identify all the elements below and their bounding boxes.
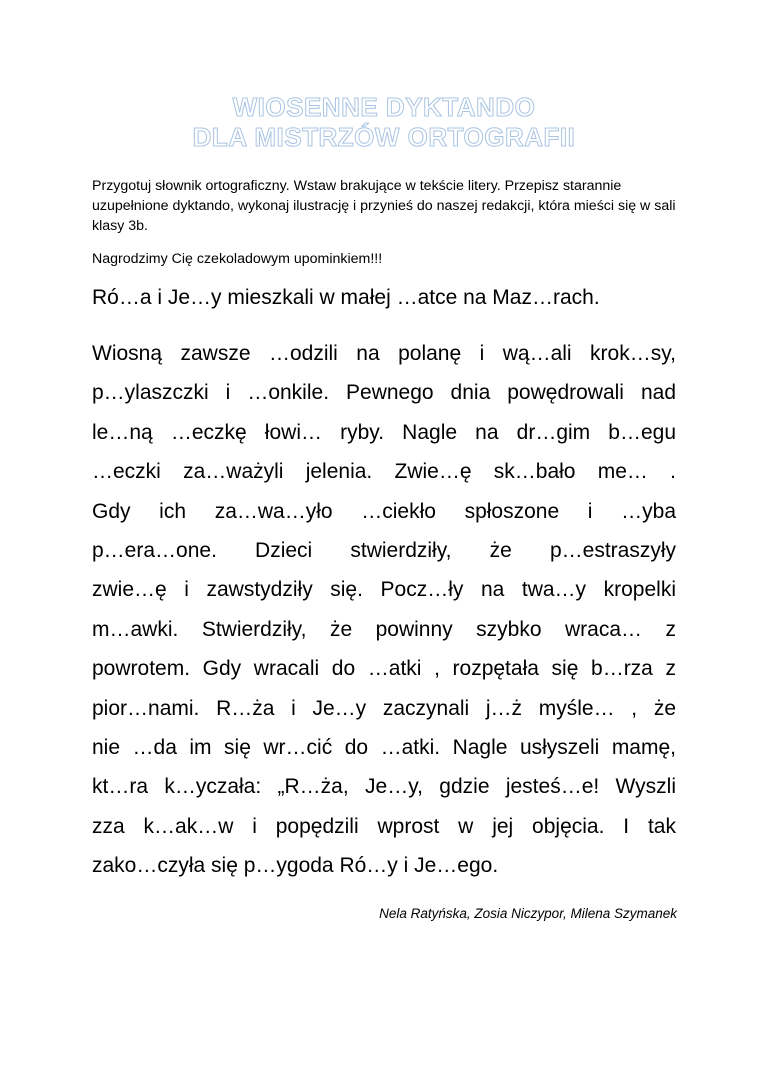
dictation-first-line: Ró…a i Je…y mieszkali w małej …atce na Maz…rach. [92, 286, 600, 309]
authors-signature: Nela Ratyńska, Zosia Niczypor, Milena Szymanek [379, 906, 677, 921]
instructions-paragraph: Przygotuj słownik ortograficzny. Wstaw brakujące w tekście litery. Przepisz starannie uzupełnione dyktando, wykonaj ilustrację i przynieś do naszej redakcji, która mieści się w sali klasy 3b. [92, 178, 676, 234]
title-line-2: DLA MISTRZÓW ORTOGRAFII [192, 122, 576, 152]
dictation-line: zako…czyła się p…ygoda Ró…y i Je…ego. [92, 854, 499, 878]
dictation-body [92, 334, 676, 885]
dictation-line: Gdy ich za…wa…yło …ciekło spłoszone i …yba [92, 499, 676, 523]
dictation-line: p…era…one. Dzieci stwierdziły, że p…estraszyły [92, 538, 676, 562]
dictation-line: …eczki za…ważyli jelenia. Zwie…ę sk…bało me… . [92, 460, 676, 484]
dictation-line: nie …da im się wr…cić do …atki. Nagle usłyszeli mamę, [92, 735, 676, 759]
dictation-line: kt…ra k…yczała: „R…ża, Je…y, gdzie jesteś…e! Wyszli [92, 775, 676, 799]
dictation-line: Wiosną zawsze …odzili na polanę i wą…ali krok…sy, [92, 342, 676, 365]
page-title [0, 92, 768, 152]
dictation-line: m…awki. Stwierdziły, że powinny szybko wraca… z [92, 617, 676, 641]
title-line-1: WIOSENNE DYKTANDO [232, 92, 536, 122]
dictation-line: powrotem. Gdy wracali do …atki , rozpętała się b…rza z [92, 657, 676, 681]
reward-note: Nagrodzimy Cię czekoladowym upominkiem!!! [92, 251, 383, 267]
dictation-line: pior…nami. R…ża i Je…y zaczynali j…ż myśle… , że [92, 696, 676, 720]
dictation-line: zwie…ę i zawstydziły się. Pocz…ły na twa…y kropelki [92, 578, 676, 602]
dictation-line: zza k…ak…w i popędzili wprost w jej objęcia. I tak [92, 814, 676, 838]
dictation-line: le…ną …eczkę łowi… ryby. Nagle na dr…gim b…egu [92, 420, 676, 444]
dictation-line: p…ylaszczki i …onkile. Pewnego dnia powędrowali nad [92, 381, 676, 405]
